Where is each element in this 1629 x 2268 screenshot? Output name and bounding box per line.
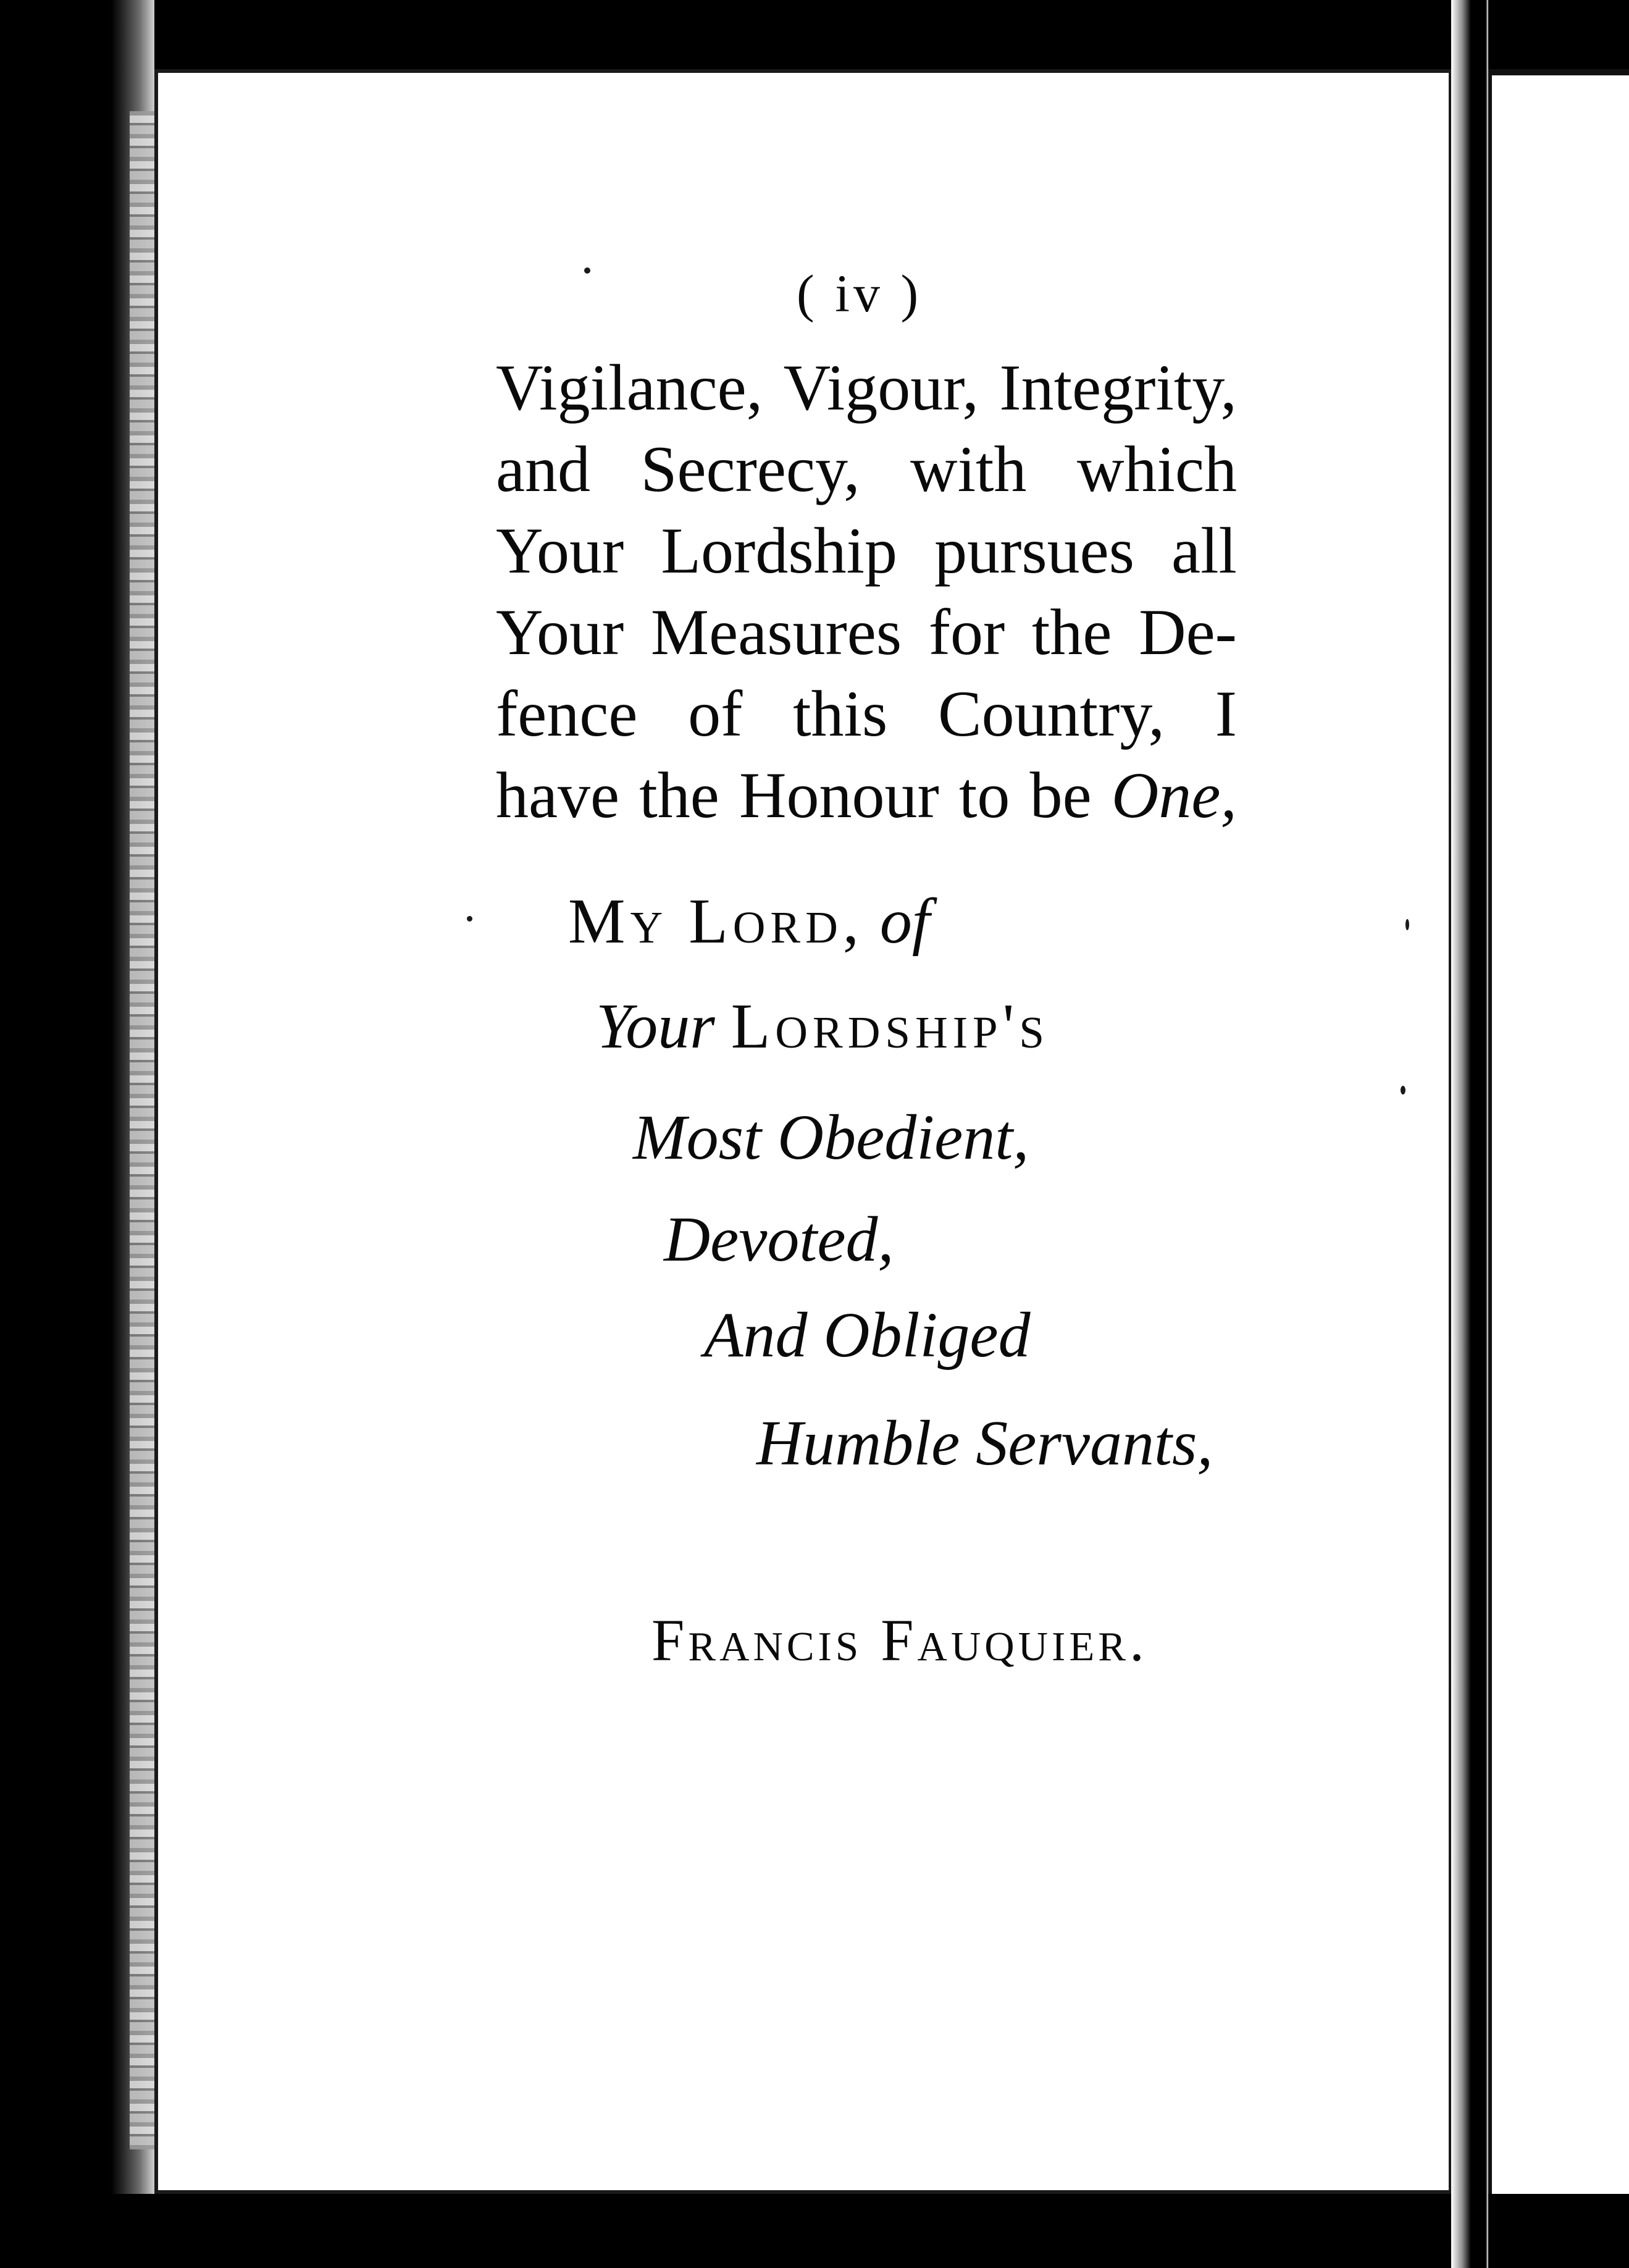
word: De-	[1139, 596, 1237, 668]
word: Vigilance,	[496, 351, 763, 424]
word: the	[1031, 596, 1112, 668]
your-word: Your	[596, 991, 715, 1062]
scan-border-top	[0, 0, 1629, 69]
word: which	[1076, 433, 1237, 505]
word: Secrecy,	[640, 433, 860, 505]
your-lordship-line	[596, 991, 1049, 1062]
word: for	[928, 596, 1005, 668]
text-line	[496, 429, 1237, 510]
word: Vigour,	[783, 351, 979, 424]
salutation-of: of	[879, 886, 930, 957]
text-line	[496, 755, 1237, 836]
word: Country,	[937, 678, 1165, 750]
ink-speck	[1401, 1086, 1405, 1094]
humble-servants-line: Humble Servants,	[756, 1408, 1213, 1479]
word: to	[958, 759, 1010, 831]
body-text	[496, 347, 1237, 836]
ink-speck	[467, 916, 472, 922]
word: Lordship	[661, 514, 898, 587]
word: this	[793, 678, 888, 750]
word: Your	[496, 596, 624, 668]
lordship-word: Lordship's	[731, 991, 1049, 1062]
word: Integrity,	[999, 351, 1237, 424]
salutation: My Lord,	[568, 886, 864, 957]
facing-page-edge	[1488, 69, 1629, 2194]
word: the	[639, 759, 719, 831]
scan-border-left	[0, 0, 154, 2268]
devoted-line: Devoted,	[664, 1204, 894, 1275]
word: fence	[496, 678, 638, 750]
word: all	[1171, 514, 1237, 587]
text-line	[496, 510, 1237, 592]
text-line	[496, 347, 1237, 429]
text-line	[496, 673, 1237, 755]
word: be	[1029, 759, 1092, 831]
word: Your	[496, 514, 624, 587]
and-obliged-line: And Obliged	[704, 1300, 1031, 1371]
ink-speck	[1405, 919, 1409, 930]
most-obedient-line: Most Obedient,	[633, 1102, 1029, 1173]
word: pursues	[934, 514, 1134, 587]
book-gutter	[1451, 0, 1488, 2268]
text-line	[496, 592, 1237, 673]
word: of	[688, 678, 743, 750]
word: I	[1215, 678, 1237, 750]
page-number: ( iv )	[797, 264, 923, 323]
word: Honour	[739, 759, 939, 831]
word-italic: One,	[1111, 759, 1237, 831]
salutation-line	[568, 886, 930, 957]
word: have	[496, 759, 620, 831]
word: with	[910, 433, 1027, 505]
ink-speck	[584, 267, 590, 274]
scan-border-bottom	[0, 2194, 1629, 2268]
word: Measures	[650, 596, 902, 668]
word: and	[496, 433, 591, 505]
signature: Francis Fauquier.	[651, 1607, 1148, 1673]
